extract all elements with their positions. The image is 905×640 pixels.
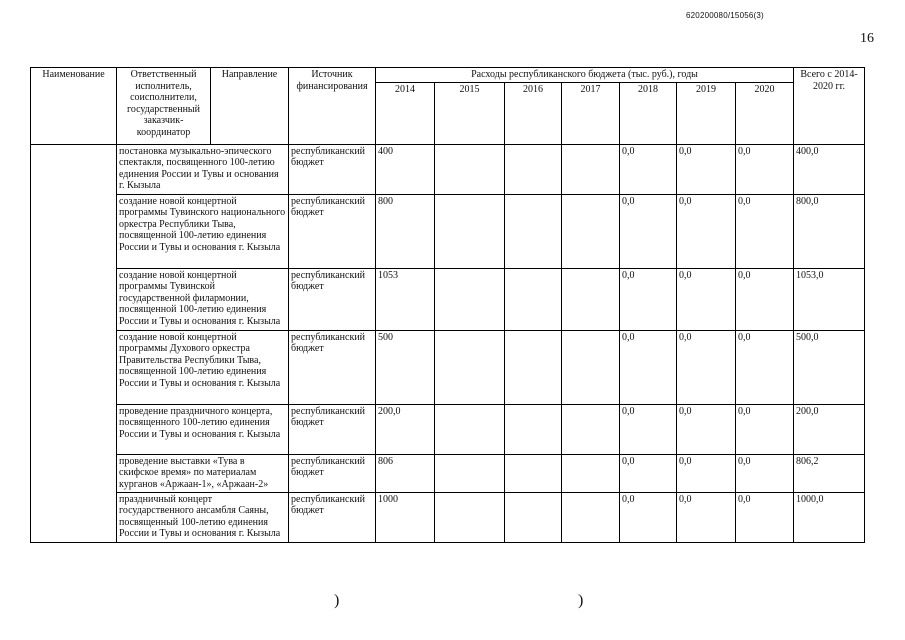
- table-row: [31, 404, 865, 454]
- value-2020: 0,0: [736, 404, 794, 454]
- value-2018: 0,0: [620, 330, 677, 404]
- year-header-2018: 2018: [620, 82, 677, 144]
- page-mark-left: ): [334, 592, 340, 609]
- source-cell: республиканский бюджет: [289, 404, 376, 454]
- budget-group-header: Расходы республиканского бюджета (тыс. руб.), годы: [376, 68, 794, 83]
- year-header-2015: 2015: [435, 82, 505, 144]
- value-2015: [435, 492, 505, 542]
- work-cell: создание новой концертной программы Тувинского национального оркестра Республики Тыва, посвященной 100-летию единения России и Тувы и основания г. Кызыла: [117, 194, 289, 268]
- value-total: 806,2: [794, 454, 865, 492]
- value-2018: 0,0: [620, 144, 677, 194]
- value-2019: 0,0: [677, 454, 736, 492]
- work-cell: проведение праздничного концерта, посвященного 100-летию единения России и Тувы и основания г. Кызыла: [117, 404, 289, 454]
- value-total: 1000,0: [794, 492, 865, 542]
- value-2015: [435, 194, 505, 268]
- value-2018: 0,0: [620, 194, 677, 268]
- col-source-header: Источник финансирования: [289, 68, 376, 145]
- value-total: 800,0: [794, 194, 865, 268]
- value-2018: 0,0: [620, 454, 677, 492]
- value-2017: [562, 268, 620, 330]
- value-2018: 0,0: [620, 404, 677, 454]
- work-cell: создание новой концертной программы Духового оркестра Правительства Республики Тыва, посвященной 100-летию единения России и Тувы и основания г. Кызыла: [117, 330, 289, 404]
- col-direction-header: Направление: [211, 68, 289, 145]
- value-2019: 0,0: [677, 492, 736, 542]
- value-2016: [505, 330, 562, 404]
- value-2014: 500: [376, 330, 435, 404]
- value-2014: 200,0: [376, 404, 435, 454]
- value-2016: [505, 268, 562, 330]
- value-2017: [562, 194, 620, 268]
- source-cell: республиканский бюджет: [289, 144, 376, 194]
- year-header-2017: 2017: [562, 82, 620, 144]
- value-2017: [562, 144, 620, 194]
- value-2015: [435, 268, 505, 330]
- value-2020: 0,0: [736, 194, 794, 268]
- value-2014: 806: [376, 454, 435, 492]
- source-cell: республиканский бюджет: [289, 454, 376, 492]
- value-total: 1053,0: [794, 268, 865, 330]
- document-code: 620200080/15056(3): [686, 11, 764, 20]
- table-row: [31, 492, 865, 542]
- value-2016: [505, 454, 562, 492]
- year-header-2020: 2020: [736, 82, 794, 144]
- value-2019: 0,0: [677, 144, 736, 194]
- col-responsible-header: Ответственный исполнитель, соисполнители, государственный заказчик-координатор: [117, 68, 211, 145]
- work-cell: проведение выставки «Тува в скифское время» по материалам курганов «Аржаан-1», «Аржаан-2»: [117, 454, 289, 492]
- value-2019: 0,0: [677, 268, 736, 330]
- col-total-header: Всего с 2014-2020 гг.: [794, 68, 865, 145]
- value-2020: 0,0: [736, 454, 794, 492]
- table-row: [31, 144, 865, 194]
- value-2016: [505, 194, 562, 268]
- work-cell: создание новой концертной программы Тувинской государственной филармонии, посвященной 100-летию единения России и Тувы и основания г. Кызыла: [117, 268, 289, 330]
- value-2019: 0,0: [677, 194, 736, 268]
- budget-table: [30, 67, 865, 543]
- table-body: [31, 144, 865, 542]
- table-row: [31, 454, 865, 492]
- page-number: 16: [860, 31, 874, 46]
- name-cell: [31, 144, 117, 542]
- col-name-header: Наименование: [31, 68, 117, 145]
- value-2014: 1053: [376, 268, 435, 330]
- value-2020: 0,0: [736, 492, 794, 542]
- value-2016: [505, 144, 562, 194]
- value-2015: [435, 330, 505, 404]
- value-2020: 0,0: [736, 144, 794, 194]
- source-cell: республиканский бюджет: [289, 492, 376, 542]
- value-2015: [435, 404, 505, 454]
- value-2015: [435, 454, 505, 492]
- value-2019: 0,0: [677, 404, 736, 454]
- value-2018: 0,0: [620, 492, 677, 542]
- table-row: [31, 330, 865, 404]
- value-2014: 800: [376, 194, 435, 268]
- page-mark-right: ): [578, 592, 584, 609]
- value-2017: [562, 492, 620, 542]
- table-row: [31, 268, 865, 330]
- year-header-2019: 2019: [677, 82, 736, 144]
- work-cell: праздничный концерт государственного ансамбля Саяны, посвященный 100-летию единения России и Тувы и основания г. Кызыла: [117, 492, 289, 542]
- value-2017: [562, 330, 620, 404]
- value-2020: 0,0: [736, 330, 794, 404]
- value-2016: [505, 404, 562, 454]
- value-2019: 0,0: [677, 330, 736, 404]
- value-2020: 0,0: [736, 268, 794, 330]
- value-2017: [562, 454, 620, 492]
- year-header-2016: 2016: [505, 82, 562, 144]
- table-row: [31, 194, 865, 268]
- value-2014: 1000: [376, 492, 435, 542]
- source-cell: республиканский бюджет: [289, 330, 376, 404]
- value-total: 400,0: [794, 144, 865, 194]
- value-total: 200,0: [794, 404, 865, 454]
- source-cell: республиканский бюджет: [289, 268, 376, 330]
- value-2014: 400: [376, 144, 435, 194]
- value-total: 500,0: [794, 330, 865, 404]
- work-cell: постановка музыкально-эпического спектакля, посвященного 100-летию единения России и Тувы и основания г. Кызыла: [117, 144, 289, 194]
- value-2018: 0,0: [620, 268, 677, 330]
- value-2015: [435, 144, 505, 194]
- year-header-2014: 2014: [376, 82, 435, 144]
- source-cell: республиканский бюджет: [289, 194, 376, 268]
- table-header: [31, 68, 865, 145]
- value-2017: [562, 404, 620, 454]
- value-2016: [505, 492, 562, 542]
